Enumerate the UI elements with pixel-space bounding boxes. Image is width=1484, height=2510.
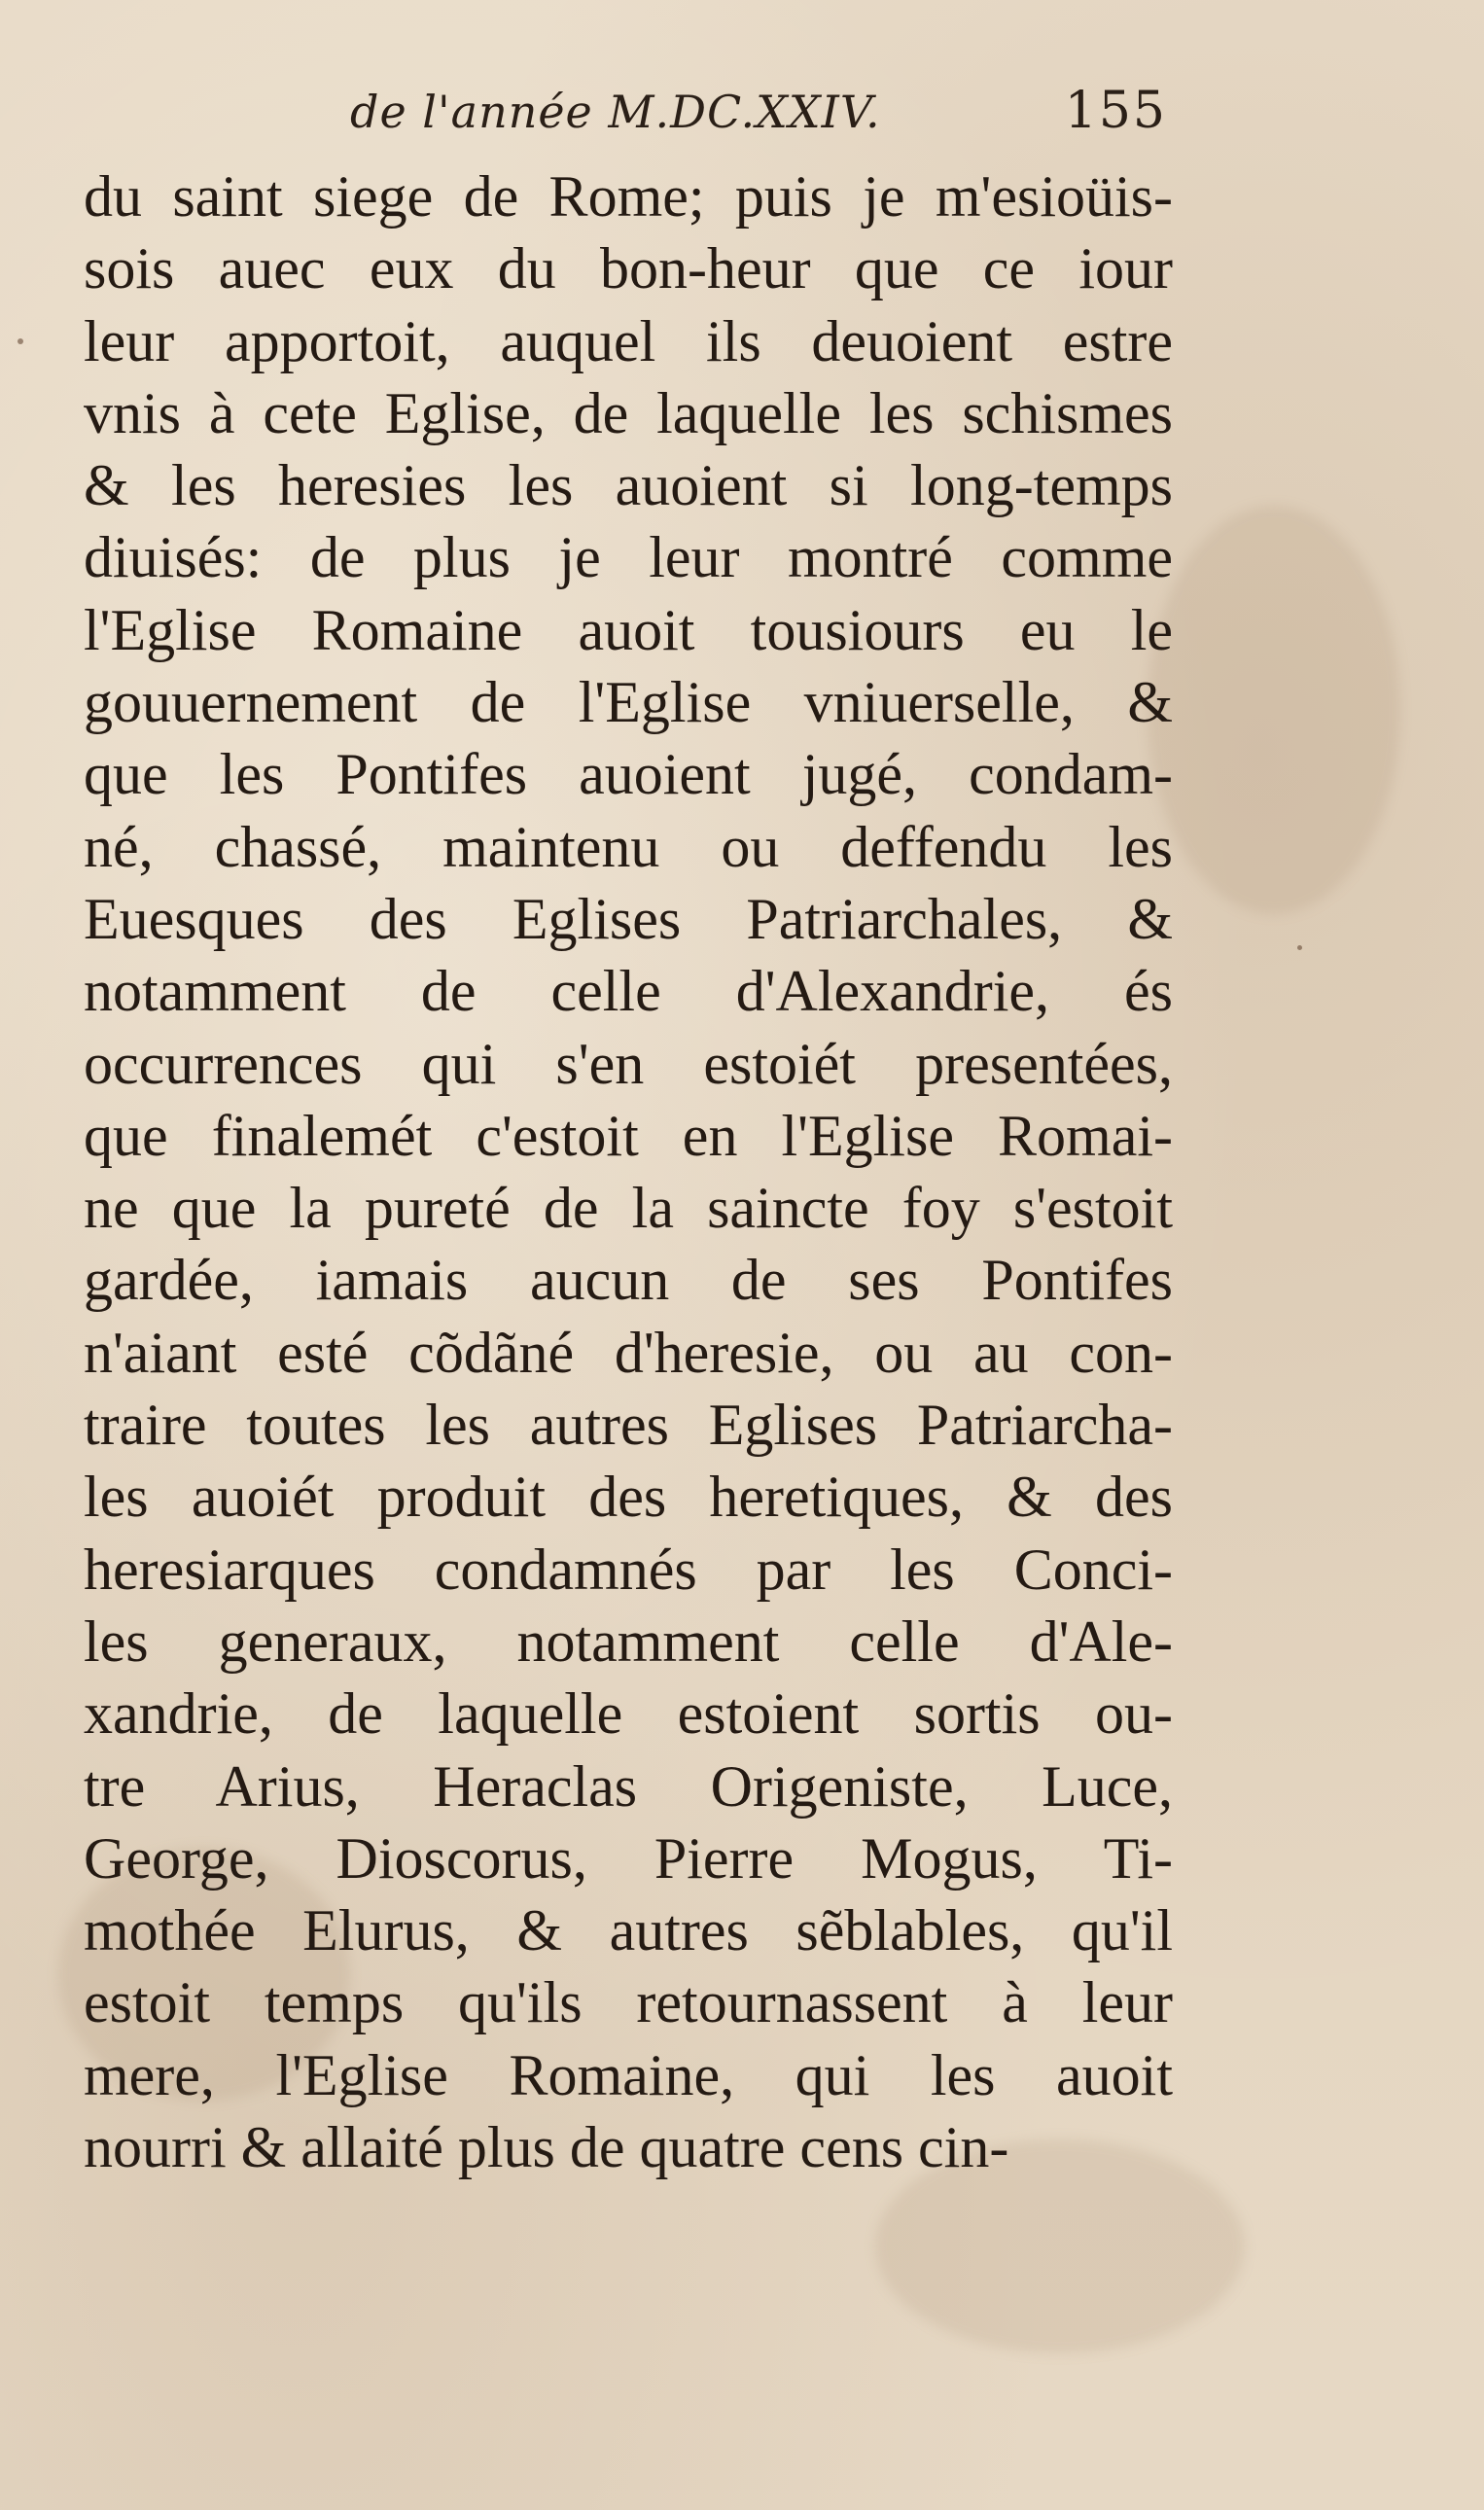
text-line: George, Dioscorus, Pierre Mogus, Ti- (84, 1825, 1173, 1891)
text-line: mere, l'Eglise Romaine, qui les auoit (84, 2042, 1173, 2107)
text-line: que les Pontifes auoient jugé, condam- (84, 742, 1173, 807)
text-line: xandrie, de laquelle estoient sortis ou- (84, 1681, 1173, 1747)
text-line: né, chassé, maintenu ou deffendu les (84, 814, 1173, 879)
text-line: traire toutes les autres Eglises Patriarcha- (84, 1393, 1173, 1458)
text-line: gouuernement de l'Eglise vniuerselle, & (84, 670, 1173, 735)
running-title: de l'année M.DC.XXIV. (350, 86, 881, 138)
text-line: les generaux, notamment celle d'Ale- (84, 1609, 1173, 1674)
text-line: ne que la pureté de la saincte foy s'estoit (84, 1176, 1173, 1241)
text-line: diuisés: de plus je leur montré comme (84, 525, 1173, 590)
ink-speck (1297, 945, 1302, 950)
text-line: notamment de celle d'Alexandrie, és (84, 959, 1173, 1024)
text-line: Euesques des Eglises Patriarchales, & (84, 886, 1173, 951)
text-line: l'Eglise Romaine auoit tousiours eu le (84, 597, 1173, 662)
text-line: nourri & allaité plus de quatre cens cin- (84, 2115, 1009, 2180)
text-line: occurrences qui s'en estoiét presentées, (84, 1031, 1173, 1096)
ink-speck (18, 338, 23, 344)
text-line: n'aiant esté cõdãné d'heresie, ou au con- (84, 1320, 1173, 1385)
text-line: leur apportoit, auquel ils deuoient estre (84, 308, 1173, 373)
text-line: gardée, iamais aucun de ses Pontifes (84, 1248, 1173, 1313)
paper-stain (1148, 506, 1400, 914)
text-line: & les heresies les auoient si long-temps (84, 453, 1173, 518)
body-text (84, 160, 1173, 2183)
text-line: heresiarques condamnés par les Conci- (84, 1537, 1173, 1602)
text-line: sois auec eux du bon-heur que ce iour (84, 236, 1173, 301)
text-line: tre Arius, Heraclas Origeniste, Luce, (84, 1753, 1173, 1819)
text-line: les auoiét produit des heretiques, & des (84, 1465, 1173, 1530)
text-line: estoit temps qu'ils retournassent à leur (84, 1970, 1173, 2035)
text-line: mothée Elurus, & autres sẽblables, qu'il (84, 1898, 1173, 1963)
running-header (331, 76, 1186, 154)
text-line: vnis à cete Eglise, de laquelle les schismes (84, 380, 1173, 445)
page-number: 155 (1064, 82, 1167, 140)
text-line: du saint siege de Rome; puis je m'esioüis- (84, 164, 1173, 229)
text-line: que finalemét c'estoit en l'Eglise Romai- (84, 1103, 1173, 1168)
